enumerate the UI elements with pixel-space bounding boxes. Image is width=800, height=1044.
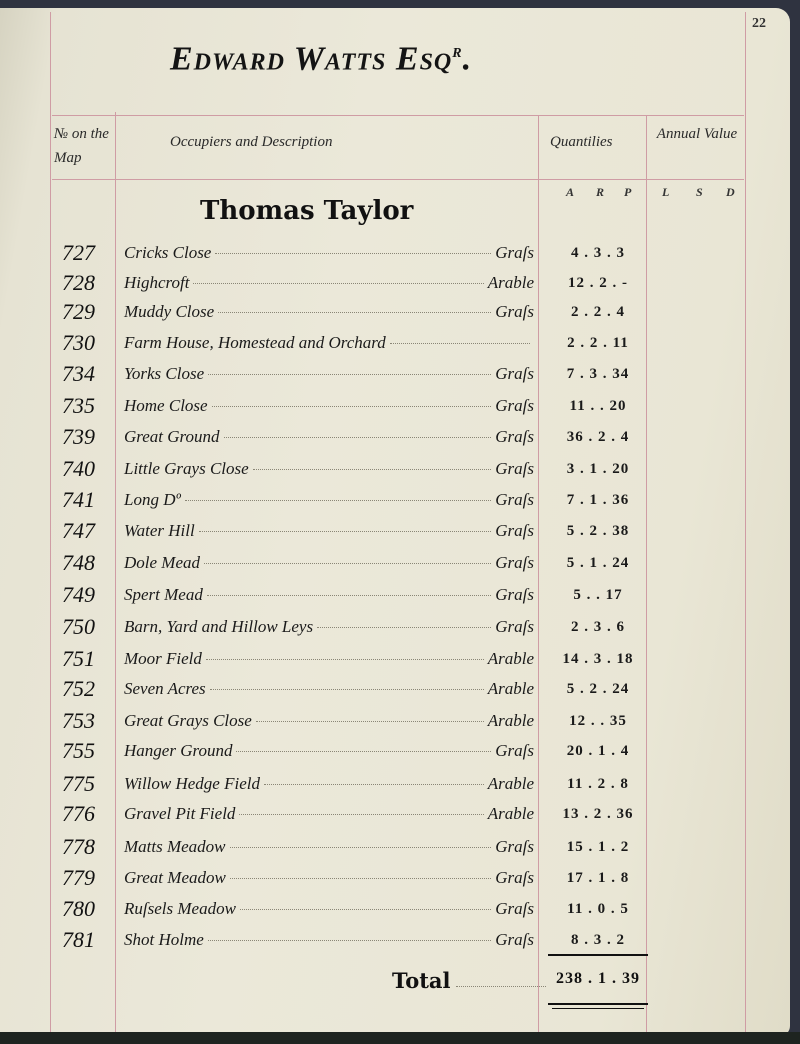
land-use: Arable (487, 774, 534, 793)
field-quantity: 7 . 3 . 34 (566, 366, 630, 382)
field-name: Cricks Close (124, 243, 212, 262)
map-number: 776 (62, 801, 95, 826)
field-name: Muddy Close (124, 302, 215, 321)
map-number: 753 (62, 708, 95, 733)
field-name: Hanger Ground (124, 741, 233, 760)
field-description (124, 804, 534, 824)
land-use: Graſs (495, 741, 534, 760)
field-quantity: 17 . 1 . 8 (566, 870, 630, 886)
land-use: Graſs (495, 553, 534, 572)
map-number: 740 (62, 456, 95, 481)
unit-acres: A (566, 185, 575, 199)
field-description (124, 333, 534, 353)
field-quantity: 12 . . 35 (569, 713, 627, 729)
leader-dots (224, 437, 492, 438)
unit-shillings: S (696, 185, 703, 199)
map-number: 779 (62, 865, 95, 890)
field-name: Ruſsels Meadow (124, 899, 236, 918)
field-quantity: 5 . 2 . 24 (566, 681, 630, 697)
field-description (124, 930, 534, 950)
field-quantity: 8 . 3 . 2 (571, 932, 625, 948)
field-name: Spert Mead (124, 585, 203, 604)
total-label: Total (392, 968, 451, 993)
land-use: Graſs (495, 930, 534, 949)
map-number: 749 (62, 582, 95, 607)
unit-pence: D (726, 185, 735, 199)
header-bottom-line (52, 179, 744, 180)
leader-dots (236, 751, 491, 752)
land-use: Graſs (495, 396, 534, 415)
field-description (124, 617, 534, 637)
field-description (124, 302, 534, 322)
table-row (0, 518, 800, 548)
field-description (124, 273, 534, 293)
field-name: Home Close (124, 396, 208, 415)
map-number: 729 (62, 299, 95, 324)
table-row (0, 614, 800, 644)
field-description (124, 837, 534, 857)
leader-dots (207, 595, 491, 596)
land-use: Arable (487, 679, 534, 698)
land-use: Arable (487, 804, 534, 823)
table-row (0, 646, 800, 676)
field-name: Moor Field (124, 649, 202, 668)
field-quantity: 12 . 2 . - (568, 275, 628, 291)
map-number: 780 (62, 896, 95, 921)
land-use: Arable (487, 649, 534, 668)
header-top-line (52, 115, 744, 116)
page-number: 22 (752, 16, 766, 31)
field-description (124, 868, 534, 888)
sum-rule-top (548, 954, 648, 956)
field-name: Barn, Yard and Hillow Leys (124, 617, 314, 636)
table-row (0, 330, 800, 360)
table-row (0, 896, 800, 926)
field-quantity: 2 . 3 . 6 (571, 619, 625, 635)
field-name: Willow Hedge Field (124, 774, 260, 793)
map-number: 752 (62, 676, 95, 701)
leader-dots (208, 374, 491, 375)
map-number: 778 (62, 834, 95, 859)
table-row (0, 676, 800, 706)
leader-dots (264, 784, 484, 785)
unit-roods: R (596, 185, 605, 199)
table-row (0, 424, 800, 454)
table-row (0, 487, 800, 517)
table-row (0, 582, 800, 612)
map-number: 748 (62, 550, 95, 575)
total-leader-dots (456, 986, 546, 987)
field-name: Matts Meadow (124, 837, 226, 856)
field-description (124, 427, 534, 447)
header-quantities: Quantilies (550, 134, 613, 150)
field-quantity: 5 . . 17 (573, 587, 623, 603)
unit-perches: P (624, 185, 632, 199)
table-row (0, 393, 800, 423)
leader-dots (208, 940, 491, 941)
field-name: Shot Holme (124, 930, 204, 949)
land-use: Graſs (495, 521, 534, 540)
map-number: 728 (62, 270, 95, 295)
field-quantity: 7 . 1 . 36 (566, 492, 630, 508)
field-quantity: 36 . 2 . 4 (566, 429, 630, 445)
land-use: Graſs (495, 837, 534, 856)
field-description (124, 553, 534, 573)
field-description (124, 741, 534, 761)
leader-dots (210, 689, 484, 690)
field-quantity: 11 . 0 . 5 (567, 901, 629, 917)
leader-dots (199, 531, 492, 532)
map-number: 734 (62, 361, 95, 386)
field-name: Long Dº (124, 490, 181, 509)
land-use: Graſs (495, 427, 534, 446)
page-title: Edward Watts Esq$^r$. (170, 40, 473, 78)
field-description (124, 679, 534, 699)
land-use: Graſs (495, 899, 534, 918)
field-name: Highcroft (124, 273, 190, 292)
leader-dots (206, 659, 484, 660)
field-quantity: 2 . 2 . 4 (571, 304, 625, 320)
field-name: Gravel Pit Field (124, 804, 236, 823)
sum-rule-bottom (548, 1003, 648, 1005)
leader-dots (253, 469, 492, 470)
map-number: 735 (62, 393, 95, 418)
map-number: 755 (62, 738, 95, 763)
map-number: 730 (62, 330, 95, 355)
field-quantity: 5 . 2 . 38 (566, 523, 630, 539)
land-use: Graſs (495, 459, 534, 478)
map-number: 750 (62, 614, 95, 639)
table-row (0, 270, 800, 300)
field-quantity: 20 . 1 . 4 (566, 743, 630, 759)
leader-dots (230, 847, 492, 848)
table-row (0, 738, 800, 768)
sum-rule-double (552, 1008, 644, 1009)
table-row (0, 834, 800, 864)
unit-pounds: L (662, 185, 670, 199)
table-row (0, 801, 800, 831)
field-description (124, 490, 534, 510)
field-quantity: 4 . 3 . 3 (571, 245, 625, 261)
leader-dots (390, 343, 530, 344)
book-edge (0, 1032, 800, 1044)
field-description (124, 396, 534, 416)
table-row (0, 456, 800, 486)
map-number: 751 (62, 646, 95, 671)
header-annual-value: Annual Value (656, 126, 738, 142)
field-description (124, 899, 534, 919)
map-number: 747 (62, 518, 95, 543)
table-row (0, 771, 800, 801)
field-description (124, 521, 534, 541)
land-use: Graſs (495, 868, 534, 887)
leader-dots (218, 312, 491, 313)
leader-dots (240, 909, 491, 910)
leader-dots (193, 283, 483, 284)
map-number: 741 (62, 487, 95, 512)
field-quantity: 15 . 1 . 2 (566, 839, 630, 855)
leader-dots (239, 814, 483, 815)
field-name: Water Hill (124, 521, 195, 540)
land-use: Graſs (495, 490, 534, 509)
field-quantity: 3 . 1 . 20 (566, 461, 630, 477)
map-number: 739 (62, 424, 95, 449)
field-description (124, 364, 534, 384)
field-description (124, 243, 534, 263)
table-row (0, 240, 800, 270)
leader-dots (215, 253, 491, 254)
field-name: Little Grays Close (124, 459, 249, 478)
leader-dots (212, 406, 492, 407)
field-name: Great Grays Close (124, 711, 252, 730)
map-number: 781 (62, 927, 95, 952)
header-map-no: № on the Map (54, 126, 109, 166)
table-row (0, 299, 800, 329)
land-use: Graſs (495, 243, 534, 262)
header-description: Occupiers and Description (170, 134, 333, 150)
field-quantity: 11 . 2 . 8 (567, 776, 629, 792)
field-quantity: 14 . 3 . 18 (562, 651, 634, 667)
table-row (0, 865, 800, 895)
map-number: 727 (62, 240, 95, 265)
leader-dots (185, 500, 492, 501)
table-row (0, 927, 800, 957)
total-quantity: 238 . 1 . 39 (556, 970, 640, 987)
land-use: Graſs (495, 585, 534, 604)
field-description (124, 459, 534, 479)
field-name: Great Ground (124, 427, 220, 446)
leader-dots (256, 721, 484, 722)
table-row (0, 708, 800, 738)
field-name: Seven Acres (124, 679, 206, 698)
leader-dots (204, 563, 491, 564)
field-name: Farm House, Homestead and Orchard (124, 333, 386, 352)
field-quantity: 2 . 2 . 11 (567, 335, 629, 351)
land-use: Graſs (495, 617, 534, 636)
map-number: 775 (62, 771, 95, 796)
field-name: Dole Mead (124, 553, 201, 572)
occupier-name: Thomas Taylor (200, 196, 414, 226)
table-row (0, 361, 800, 391)
table-row (0, 550, 800, 580)
field-quantity: 5 . 1 . 24 (566, 555, 630, 571)
land-use: Arable (487, 711, 534, 730)
land-use: Graſs (495, 302, 534, 321)
field-quantity: 13 . 2 . 36 (562, 806, 634, 822)
leader-dots (317, 627, 491, 628)
field-quantity: 11 . . 20 (569, 398, 627, 414)
land-use: Graſs (495, 364, 534, 383)
field-description (124, 649, 534, 669)
field-name: Great Meadow (124, 868, 226, 887)
leader-dots (230, 878, 491, 879)
field-description (124, 774, 534, 794)
field-name: Yorks Close (124, 364, 205, 383)
field-description (124, 585, 534, 605)
land-use: Arable (487, 273, 534, 292)
field-description (124, 711, 534, 731)
